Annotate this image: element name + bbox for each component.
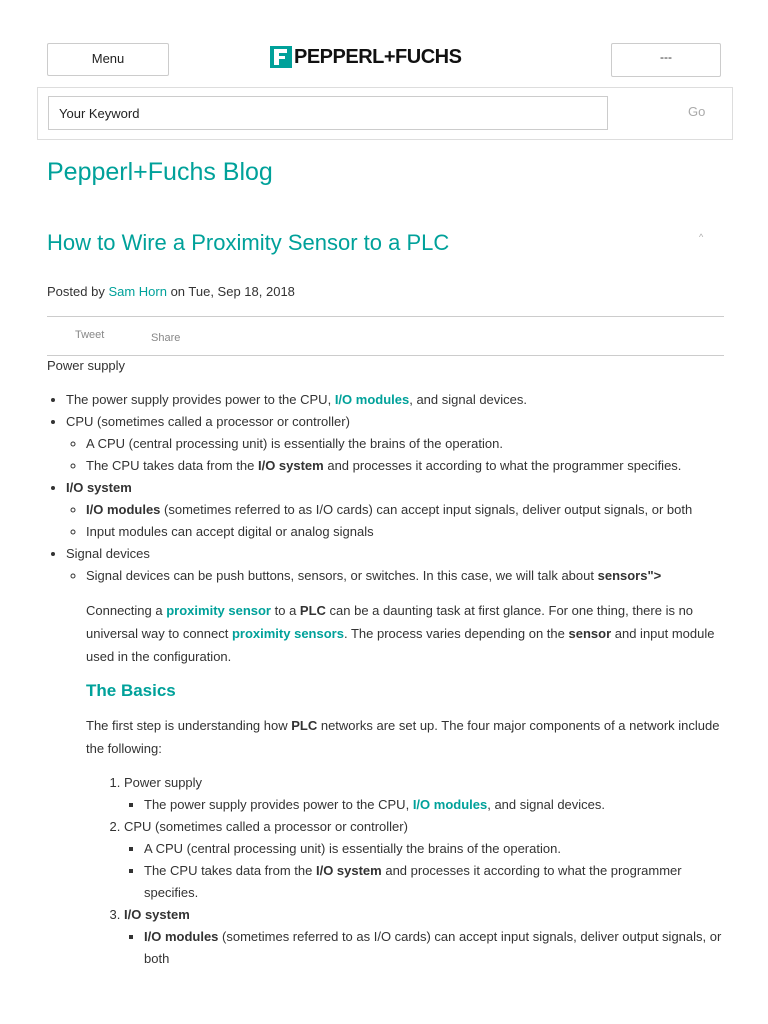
share-bar: [47, 316, 724, 356]
list-item: ◦ I/O modules (sometimes referred to as I/O cards) can accept input signals, deliver output signals, or both: [86, 499, 727, 521]
list-item: ▪ The CPU takes data from the I/O system and processes it according to what the programmer specifies.: [144, 860, 727, 904]
list-item: • CPU (sometimes called a processor or controller) ◦ A CPU (central processing unit) is essentially the brains of the operation. ◦ The CPU takes data from the I/O system and processes it according to what the programmer specifies.: [66, 411, 727, 477]
proximity-sensors-link[interactable]: proximity sensors: [231, 626, 344, 641]
list-item: 3. I/O system ▪ I/O modules (sometimes referred to as I/O cards) can accept input signals, deliver output signals, or both: [124, 904, 727, 970]
post-content: [47, 355, 727, 970]
menu-button[interactable]: Menu: [47, 43, 169, 76]
article-body: [86, 599, 727, 970]
io-modules-link[interactable]: I/O modules: [412, 797, 488, 812]
logo[interactable]: [270, 46, 461, 68]
proximity-sensor-link[interactable]: proximity sensor: [166, 603, 271, 618]
list-item: • Signal devices ◦ Signal devices can be push buttons, sensors, or switches. In this case, we will talk about sensors">: [66, 543, 727, 587]
blog-title[interactable]: Pepperl+Fuchs Blog: [47, 158, 273, 186]
post-meta: [47, 284, 295, 299]
posted-by-label: Posted by: [47, 284, 109, 299]
list-item: • The power supply provides power to the CPU, I/O modules, and signal devices.: [66, 389, 727, 411]
list-item: ▪ A CPU (central processing unit) is essentially the brains of the operation.: [144, 838, 727, 860]
caret-up-icon: ^: [699, 232, 704, 242]
post-date: on Tue, Sep 18, 2018: [166, 284, 295, 299]
basics-heading: The Basics: [86, 681, 176, 700]
list-item: 2. CPU (sometimes called a processor or controller) ▪ A CPU (central processing unit) is essentially the brains of the operation. ▪ The CPU takes data from the I/O system and processes it according to what the programmer specifies.: [124, 816, 727, 904]
post-title: How to Wire a Proximity Sensor to a PLC: [47, 230, 450, 255]
search-bar: [37, 87, 733, 140]
list-item: • I/O system ◦ I/O modules (sometimes referred to as I/O cards) can accept input signals, deliver output signals, or both ◦ Input modules can accept digital or analog signals: [66, 477, 727, 543]
list-item: 1. Power supply ▪ The power supply provides power to the CPU, I/O modules, and signal devices.: [124, 772, 727, 816]
logo-text: PEPPERL+FUCHS: [294, 45, 462, 68]
language-select[interactable]: ---: [611, 43, 721, 77]
intro-paragraph: Connecting a proximity sensor to a PLC can be a daunting task at first glance. For one thing, there is no universal way to connect proximity sensors. The process varies depending on the sensor and input module used in the configuration.: [86, 603, 715, 664]
search-input[interactable]: [48, 96, 608, 130]
tweet-button[interactable]: Tweet: [75, 329, 105, 341]
list-item: ◦ The CPU takes data from the I/O system and processes it according to what the programmer specifies.: [86, 455, 727, 477]
list-item: ▪ I/O modules (sometimes referred to as I/O cards) can accept input signals, deliver output signals, or both: [144, 926, 727, 970]
go-button[interactable]: Go: [688, 104, 706, 119]
list-item: ◦ Input modules can accept digital or analog signals: [86, 521, 727, 543]
share-button[interactable]: Share: [151, 332, 181, 344]
basics-paragraph: The first step is understanding how PLC networks are set up. The four major components of a network include the following:: [86, 718, 720, 756]
power-supply-heading: Power supply: [47, 358, 126, 373]
list-item: ◦ Signal devices can be push buttons, sensors, or switches. In this case, we will talk about sensors">: [86, 565, 727, 587]
list-item: ▪ The power supply provides power to the CPU, I/O modules, and signal devices.: [144, 794, 727, 816]
list-item: ◦ A CPU (central processing unit) is essentially the brains of the operation.: [86, 433, 727, 455]
ordered-components-list: [86, 772, 727, 970]
author-link[interactable]: Sam Horn: [108, 284, 167, 299]
logo-icon: [270, 46, 292, 68]
components-list: [47, 389, 727, 587]
io-modules-link[interactable]: I/O modules: [334, 392, 410, 407]
